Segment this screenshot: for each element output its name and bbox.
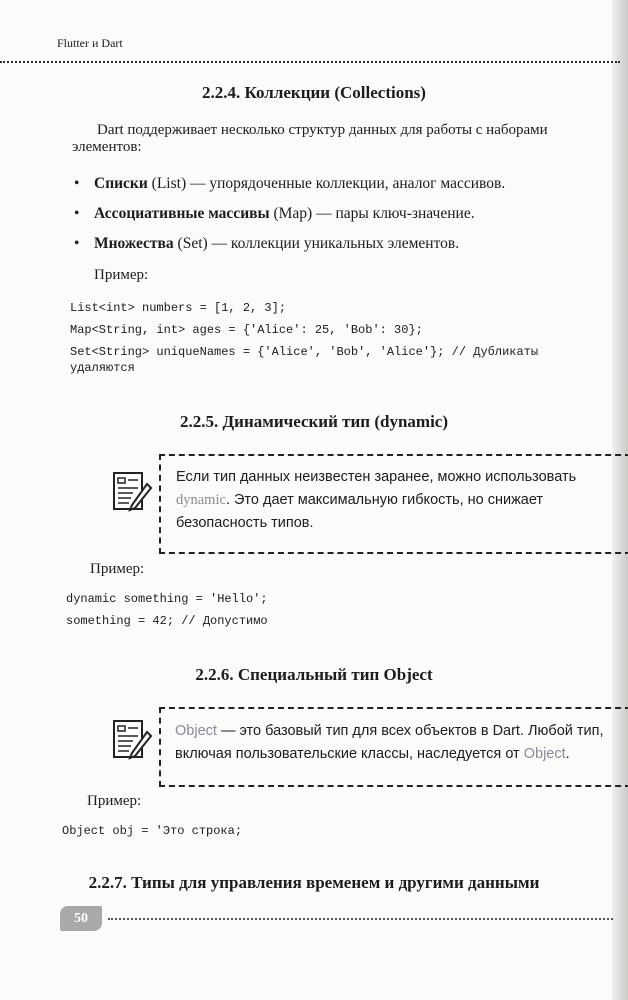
bullet-term: Ассоциативные массивы bbox=[94, 205, 270, 222]
intro-line-1: Dart поддерживает несколько структур данных для работы с наборами bbox=[97, 122, 548, 138]
bullet-text: (List) — упорядоченные коллекции, аналог массивов. bbox=[147, 175, 506, 192]
code-line: dynamic something = 'Hello'; bbox=[66, 592, 268, 606]
keyword-dynamic: dynamic bbox=[176, 492, 226, 508]
note-line bbox=[175, 720, 604, 743]
note-line bbox=[175, 743, 570, 766]
note-line-rest: . Это дает максимальную гибкость, но снижает bbox=[225, 492, 544, 508]
intro-line-2: элементов: bbox=[72, 139, 142, 155]
code-line: Map<String, int> ages = {'Alice': 25, 'Bob': 30}; bbox=[70, 323, 423, 337]
example-label: Пример: bbox=[90, 561, 145, 577]
keyword-object: Object bbox=[175, 723, 217, 739]
note-line bbox=[176, 489, 543, 512]
bullet-text: (Map) — пары ключ-значение. bbox=[269, 205, 475, 222]
example-label: Пример: bbox=[87, 793, 142, 809]
note-line: Если тип данных неизвестен заранее, можно использовать bbox=[176, 469, 577, 485]
bullet-term: Множества bbox=[94, 235, 174, 252]
section-heading-collections: 2.2.4. Коллекции (Collections) bbox=[202, 83, 426, 102]
note-pencil-icon bbox=[111, 470, 153, 518]
section-heading-time-types: 2.2.7. Типы для управления временем и другими данными bbox=[88, 873, 540, 892]
code-line: List<int> numbers = [1, 2, 3]; bbox=[70, 301, 287, 315]
code-line: Set<String> uniqueNames = {'Alice', 'Bob', 'Alice'}; // Дубликаты bbox=[70, 345, 539, 359]
example-label: Пример: bbox=[94, 267, 149, 283]
bullet-term: Списки bbox=[94, 175, 148, 192]
note-line-start: включая пользовательские классы, наследуется от bbox=[175, 746, 524, 762]
note-pencil-icon bbox=[111, 718, 153, 766]
running-head: Flutter и Dart bbox=[57, 36, 123, 50]
list-item: • Множества (Set) — коллекции уникальных элементов. bbox=[74, 235, 460, 252]
bullet-text: (Set) — коллекции уникальных элементов. bbox=[173, 235, 460, 252]
list-item: • Ассоциативные массивы (Map) — пары ключ-значение. bbox=[74, 205, 475, 222]
list-item: • Списки (List) — упорядоченные коллекции, аналог массивов. bbox=[74, 175, 506, 192]
note-line: безопасность типов. bbox=[176, 515, 314, 531]
section-heading-dynamic: 2.2.5. Динамический тип (dynamic) bbox=[179, 412, 449, 431]
keyword-object: Object bbox=[523, 746, 566, 762]
note-line-rest: — это базовый тип для всех объектов в Dart. Любой тип, bbox=[216, 723, 604, 739]
note-line-end: . bbox=[565, 746, 570, 762]
code-line: something = 42; // Допустимо bbox=[66, 614, 268, 628]
page-number: 50 bbox=[60, 906, 102, 931]
section-heading-object: 2.2.6. Специальный тип Object bbox=[195, 665, 433, 684]
code-line: удаляются bbox=[70, 361, 135, 375]
code-line: Object obj = 'Это строка; bbox=[62, 824, 243, 838]
header-divider bbox=[0, 61, 620, 63]
footer-divider bbox=[108, 918, 613, 920]
